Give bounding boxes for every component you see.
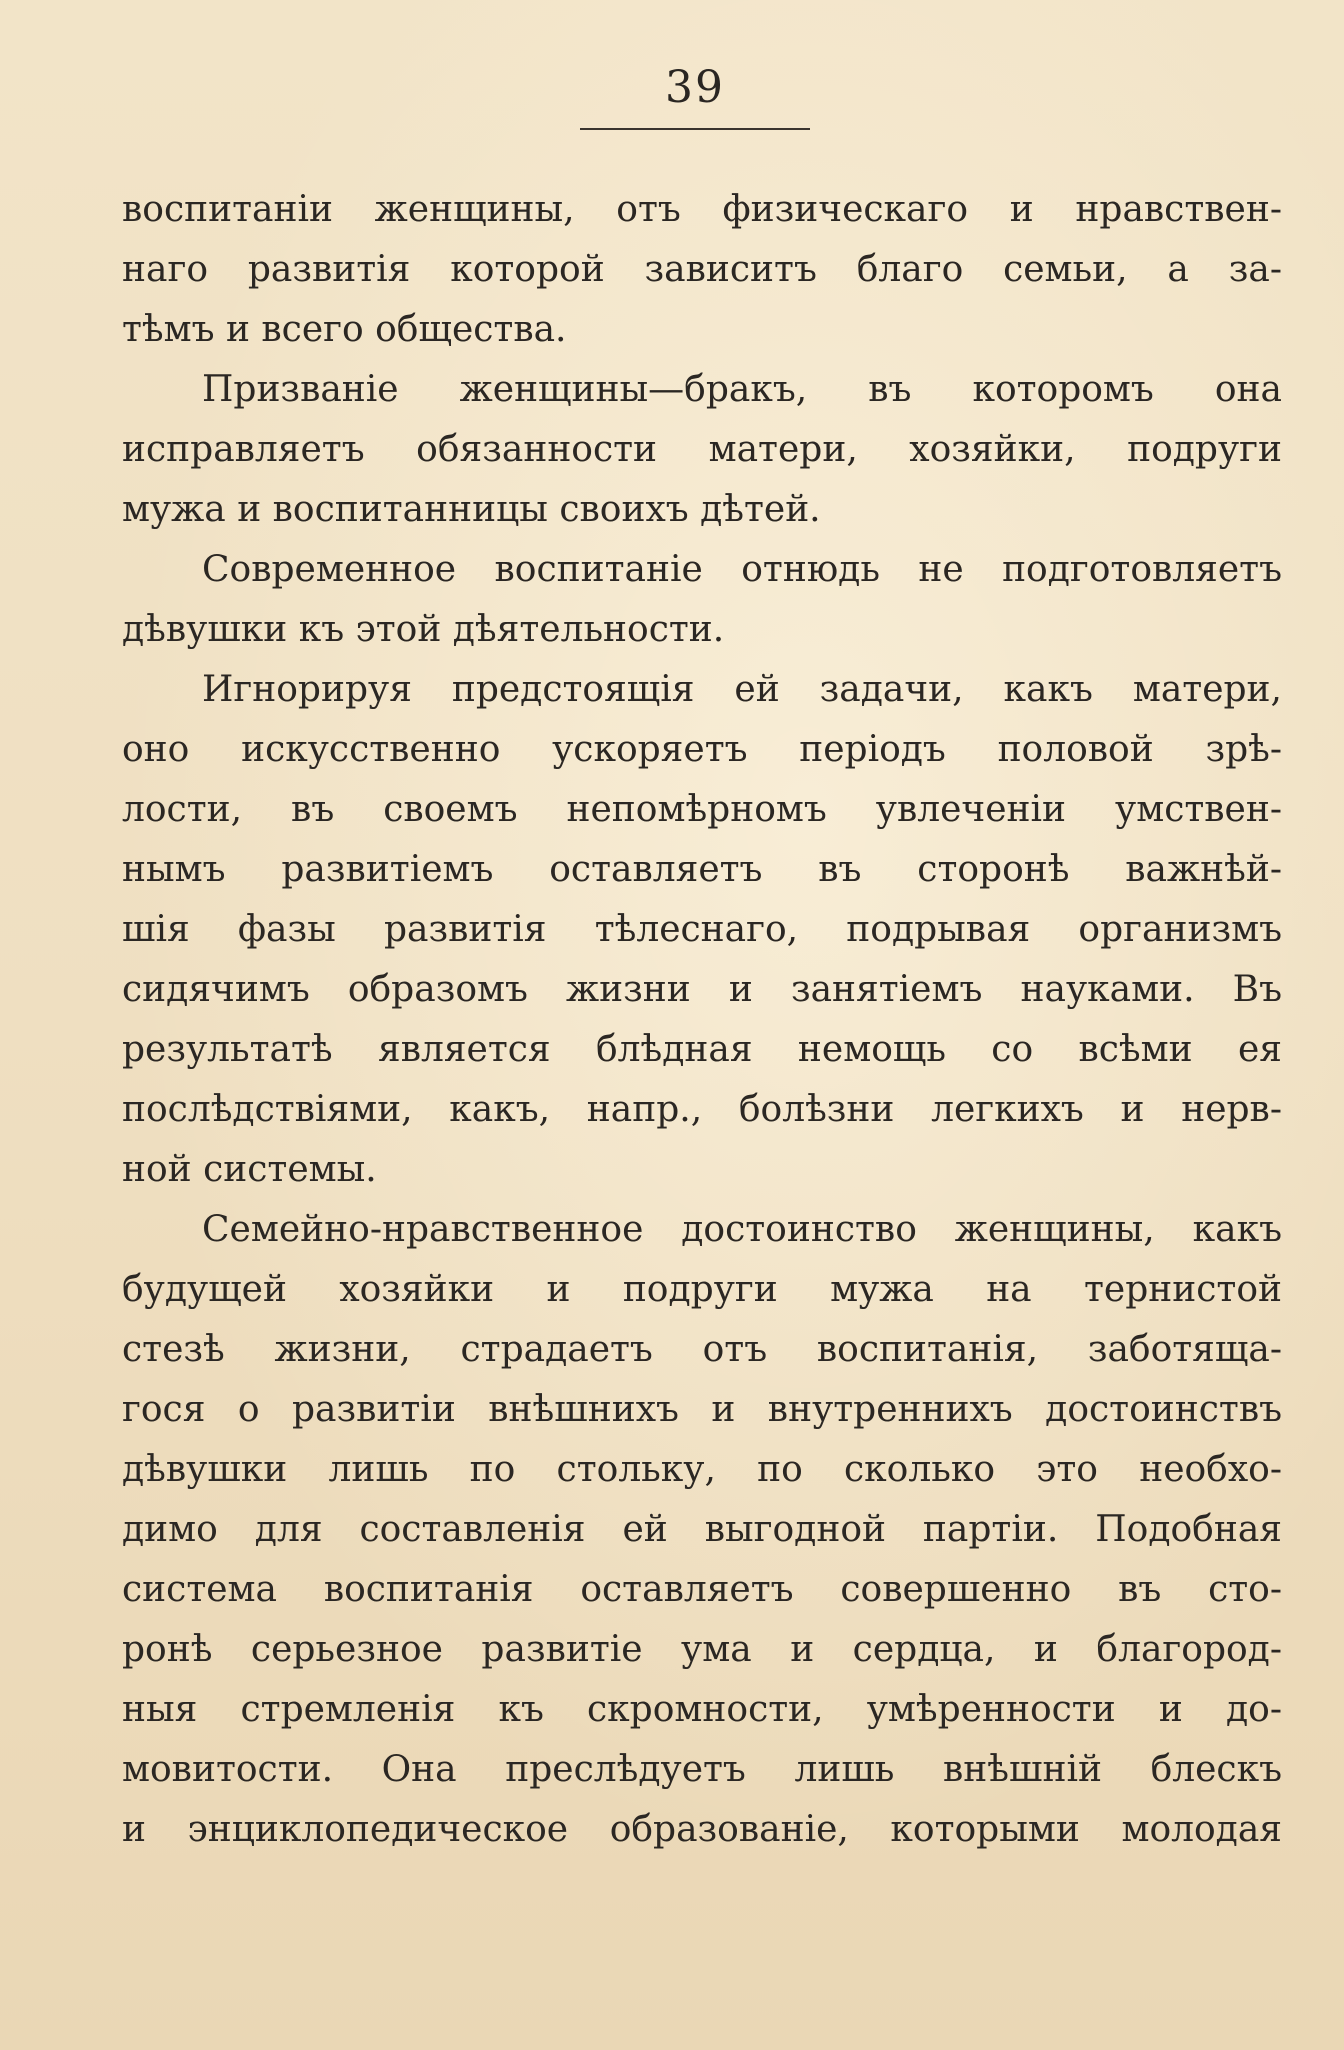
text-line: исправляетъ обязанности матери, хозяйки, подруги	[122, 429, 1282, 470]
text-line: ныя стремленія къ скромности, умѣренности и до-	[122, 1689, 1282, 1730]
text-line: стезѣ жизни, страдаетъ отъ воспитанія, заботяща-	[122, 1329, 1282, 1370]
text-line: Призваніе женщины—бракъ, въ которомъ она	[202, 369, 1282, 410]
text-line: мужа и воспитанницы своихъ дѣтей.	[122, 489, 821, 530]
text-line: дѣвушки къ этой дѣятельности.	[122, 609, 725, 650]
text-line: шія фазы развитія тѣлеснаго, подрывая организмъ	[122, 909, 1282, 950]
text-line: Современное воспитаніе отнюдь не подготовляетъ	[202, 549, 1282, 590]
header-rule	[580, 128, 810, 130]
text-line: послѣдствіями, какъ, напр., болѣзни легкихъ и нерв-	[122, 1089, 1282, 1130]
paragraph	[122, 660, 1282, 1200]
text-line: система воспитанія оставляетъ совершенно въ сто-	[122, 1569, 1282, 1610]
text-line: гося о развитіи внѣшнихъ и внутреннихъ достоинствъ	[122, 1389, 1282, 1430]
text-line: воспитаніи женщины, отъ физическаго и нравствен-	[122, 189, 1282, 230]
text-line: лости, въ своемъ непомѣрномъ увлеченіи умствен-	[122, 789, 1282, 830]
paragraph	[122, 360, 1282, 540]
page-number: 39	[665, 62, 725, 113]
text-line: дѣвушки лишь по стольку, по сколько это необхо-	[122, 1449, 1282, 1490]
paragraph	[122, 1200, 1282, 1860]
text-line: и энциклопедическое образованіе, которыми молодая	[122, 1809, 1282, 1850]
text-line: наго развитія которой зависитъ благо семьи, а за-	[122, 249, 1282, 290]
text-line: тѣмъ и всего общества.	[122, 309, 567, 350]
text-line: мовитости. Она преслѣдуетъ лишь внѣшній блескъ	[122, 1749, 1282, 1790]
text-line: Игнорируя предстоящія ей задачи, какъ матери,	[202, 669, 1282, 710]
text-line: результатѣ является блѣдная немощь со всѣми ея	[122, 1029, 1282, 1070]
text-line: будущей хозяйки и подруги мужа на тернистой	[122, 1269, 1282, 1310]
body-text	[122, 180, 1282, 1860]
paragraph	[122, 540, 1282, 660]
text-line: нымъ развитіемъ оставляетъ въ сторонѣ важнѣй-	[122, 849, 1282, 890]
text-line: оно искусственно ускоряетъ періодъ половой зрѣ-	[122, 729, 1282, 770]
text-line: ронѣ серьезное развитіе ума и сердца, и благород-	[122, 1629, 1282, 1670]
text-line: Семейно-нравственное достоинство женщины, какъ	[202, 1209, 1282, 1250]
text-line: димо для составленія ей выгодной партіи. Подобная	[122, 1509, 1282, 1550]
text-line: ной системы.	[122, 1149, 377, 1190]
text-line: сидячимъ образомъ жизни и занятіемъ науками. Въ	[122, 969, 1282, 1010]
paragraph	[122, 180, 1282, 360]
